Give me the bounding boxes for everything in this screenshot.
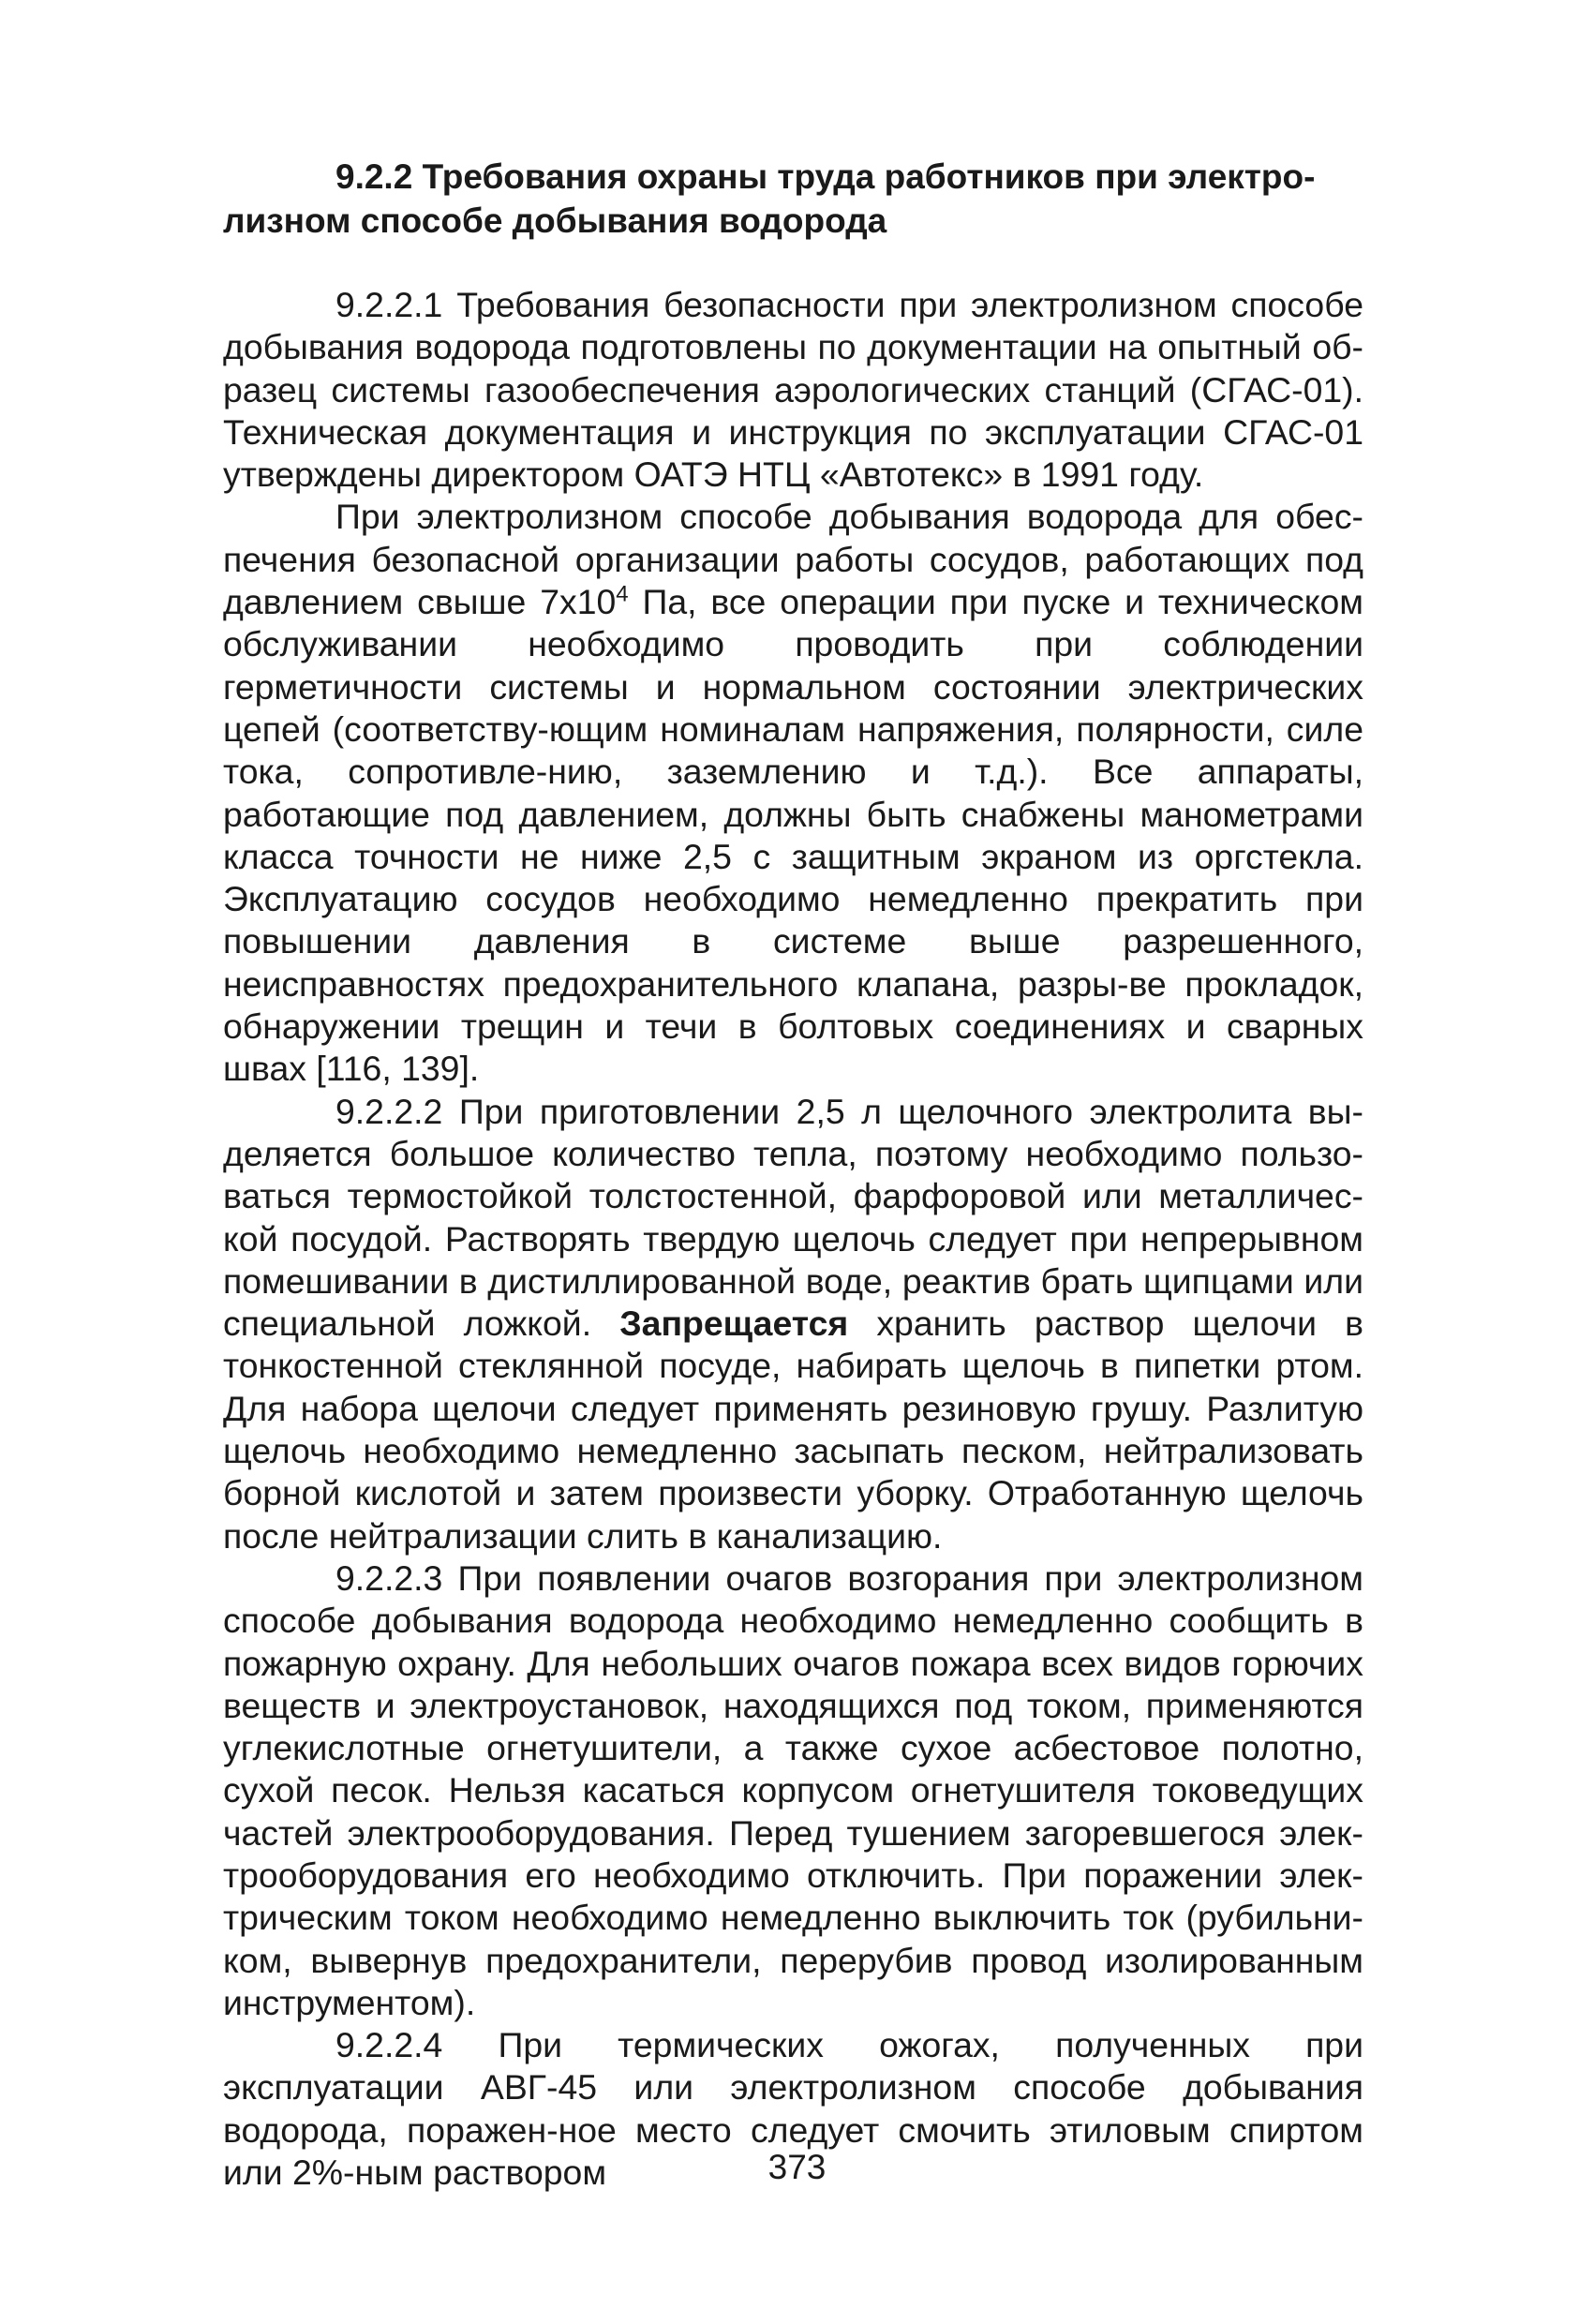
section-heading-line1: 9.2.2 Требования охраны труда работников при электро- xyxy=(335,157,1316,196)
section-heading-line2: лизном способе добывания водорода xyxy=(223,201,887,240)
paragraph-9-2-2-2 xyxy=(223,1091,1363,1557)
paragraph-9-2-2-4: 9.2.2.4 При термических ожогах, полученных при эксплуатации АВГ-45 или электролизном способе добывания водорода, поражен-ное место следует смочить этиловым спиртом или 2%-ным раствором xyxy=(223,2025,1363,2193)
page-body xyxy=(223,155,1363,2194)
paragraph-9-2-2-3: 9.2.2.3 При появлении очагов возгорания при электролизном способе добывания водорода необходимо немедленно сообщить в пожарную охрану. Для небольших очагов пожара всех видов горючих веществ и электроустановок, находящихся под током, применяются углекислотные огнетушители, а также сухое асбестовое полотно, сухой песок. Нельзя касаться корпусом огнетушителя токоведущих частей электрооборудования. Перед тушением загоревшегося элек-трооборудования его необходимо отключить. При поражении элек-трическим током необходимо немедленно выключить ток (рубильни-ком, вывернув предохранители, перерубив провод изолированным инструментом). xyxy=(223,1557,1363,2022)
paragraph-pressure-vessels xyxy=(223,496,1363,1090)
paragraph-text: 9.2.2.2 При приготовлении 2,5 л щелочного электролита вы-деляется большое количество тепла, поэтому необходимо пользо-ваться термостойкой толстостенной, фарфоровой или металличес-кой посудой. Растворять твердую щелочь следует при непрерывном помешивании в дистиллированной воде, реактив брать щипцами или специальной ложкой. xyxy=(223,1091,1363,1344)
paragraph-9-2-2-1: 9.2.2.1 Требования безопасности при электролизном способе добывания водорода подготовлены по документации на опытный об-разец системы газообеспечения аэрологических станций (СГАС-01). Техническая документация и инструкция по эксплуатации СГАС-01 утверждены директором ОАТЭ НТЦ «Автотекс» в 1991 году. xyxy=(223,285,1363,495)
section-heading xyxy=(223,155,1363,243)
exponent: 4 xyxy=(616,581,629,607)
page-number: 373 xyxy=(767,2148,827,2186)
paragraph-text: хранить раствор щелочи в тонкостенной стеклянной посуде, набирать щелочь в пипетки ртом. Для набора щелочи следует применять резиновую грушу. Разлитую щелочь необходимо немедленно засыпать песком, нейтрализовать борной кислотой и затем произвести уборку. Отработанную щелочь после нейтрализации слить в канализацию. xyxy=(223,1304,1363,1556)
prohibition-emphasis: Запрещается xyxy=(619,1304,849,1344)
paragraph-text: При электролизном способе добывания водорода для обес-печения безопасной организации работы сосудов, работающих под давлением свыше 7х10 xyxy=(223,497,1363,622)
paragraph-text: Па, все операции при пуске и техническом обслуживании необходимо проводить при соблюдении герметичности системы и нормальном состоянии электрических цепей (соответству-ющим номиналам напряжения, полярности, силе тока, сопротивле-нию, заземлению и т.д.). Все аппараты, работающие под давлением, должны быть снабжены манометрами класса точности не ниже 2,5 с защитным экраном из оргстекла. Эксплуатацию сосудов необходимо немедленно прекратить при повышении давления в системе выше разрешенного, неисправностях предохранительного клапана, разры-ве прокладок, обнаружении трещин и течи в болтовых соединениях и сварных швах [116, 139]. xyxy=(223,582,1363,1089)
